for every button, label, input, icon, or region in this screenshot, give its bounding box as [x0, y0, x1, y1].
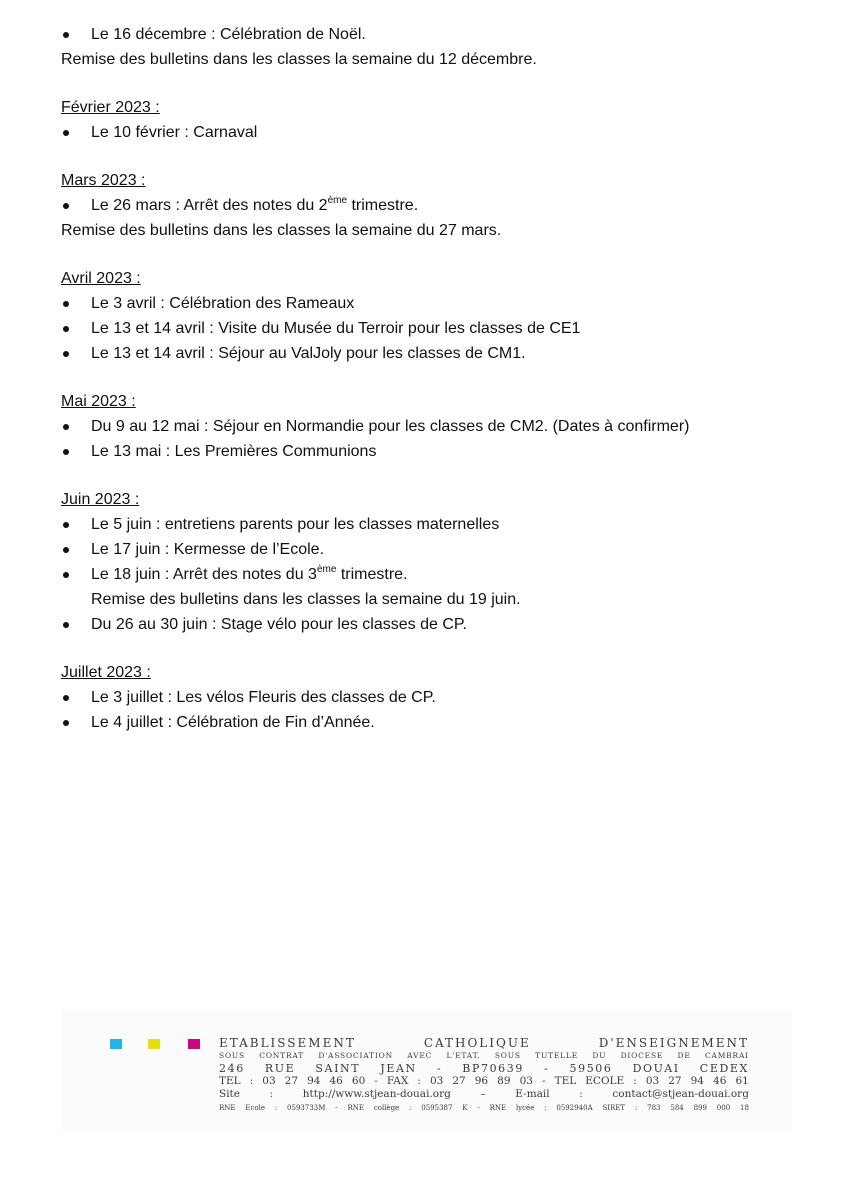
footer-word: collège: [373, 1104, 400, 1112]
item-text: Le 18 juin : Arrêt des notes du 3: [91, 566, 317, 583]
footer-word: -: [544, 1062, 550, 1075]
footer-word: -: [374, 1075, 378, 1087]
footer-word: 783: [647, 1104, 661, 1112]
month-section: [61, 95, 801, 145]
list-item: Le 16 décembre : Célébration de Noël.: [61, 22, 801, 47]
footer-word: 0593733M: [287, 1104, 326, 1112]
footer-word: 59506: [569, 1062, 613, 1075]
footer-word: TUTELLE: [535, 1051, 578, 1060]
footer-word: 899: [693, 1104, 707, 1112]
item-text: Le 26 mars : Arrêt des notes du 2: [91, 197, 328, 214]
month-section: [61, 660, 801, 735]
footer-word: :: [579, 1088, 583, 1100]
footer-word: contact@stjean-douai.org: [612, 1088, 749, 1100]
footer-word: 0595387: [421, 1104, 453, 1112]
footer-word: 60: [351, 1075, 366, 1087]
item-text: trimestre.: [336, 566, 408, 583]
footer-word: ECOLE: [585, 1075, 625, 1087]
month-heading: Mai 2023 :: [61, 393, 136, 410]
footer-contract: [219, 1050, 749, 1062]
footer-word: ETABLISSEMENT: [219, 1036, 356, 1050]
footer-word: RNE: [489, 1104, 507, 1112]
footer-word: -: [477, 1104, 480, 1112]
footer-word: Ecole: [245, 1104, 265, 1112]
footer-word: K: [462, 1104, 468, 1112]
footer-word: :: [633, 1075, 637, 1087]
magenta-square-logo: [188, 1039, 200, 1049]
calendar-content: [61, 22, 801, 735]
month-sections: [61, 95, 801, 735]
footer-word: 18: [740, 1104, 749, 1112]
footer-word: CATHOLIQUE: [423, 1036, 531, 1050]
footer-word: RNE: [219, 1104, 236, 1112]
footer-word: TEL: [554, 1075, 577, 1087]
month-heading: Juin 2023 :: [61, 491, 140, 508]
footer-word: D'ASSOCIATION: [318, 1051, 393, 1060]
footer-word: 000: [716, 1104, 731, 1112]
list-item: Du 9 au 12 mai : Séjour en Normandie pour les classes de CM2. (Dates à confirmer): [61, 414, 801, 439]
footer-word: SOUS: [494, 1051, 521, 1060]
footer-word: D'ENSEIGNEMENT: [598, 1036, 749, 1050]
footer-word: FAX: [386, 1075, 409, 1087]
footer-word: 96: [474, 1075, 489, 1087]
footer-word: 46: [713, 1075, 727, 1087]
footer-word: TEL: [219, 1075, 241, 1087]
item-text: trimestre.: [347, 197, 419, 214]
footer-word: DE: [677, 1051, 691, 1060]
list-item: Le 10 février : Carnaval: [61, 120, 801, 145]
footer-registration: [219, 1101, 749, 1115]
footer-word: lycée: [515, 1104, 535, 1112]
footer-word: -: [436, 1062, 443, 1075]
month-section: [61, 487, 801, 637]
footer-school-type: [219, 1036, 749, 1050]
footer-word: :: [409, 1104, 412, 1112]
footer-word: :: [417, 1075, 421, 1087]
footer-word: CEDEX: [699, 1062, 749, 1075]
footer-text: [219, 1036, 749, 1115]
list-item: Le 13 et 14 avril : Séjour au ValJoly pour les classes de CM1.: [61, 341, 801, 366]
list-item: Le 17 juin : Kermesse de l’Ecole.: [61, 537, 801, 562]
footer-word: http://www.stjean-douai.org: [302, 1088, 451, 1100]
footer-word: L'ETAT,: [446, 1051, 481, 1060]
list-item: Du 26 au 30 juin : Stage vélo pour les classes de CP.: [61, 612, 801, 637]
footer-word: BP70639: [462, 1062, 524, 1075]
footer-word: E-mail: [515, 1088, 550, 1100]
list-item: Le 3 avril : Célébration des Rameaux: [61, 291, 801, 316]
cyan-square-logo: [110, 1039, 122, 1049]
list-item: Le 3 juillet : Les vélos Fleuris des classes de CP.: [61, 685, 801, 710]
footer-word: SIRET: [602, 1104, 626, 1112]
ordinal-suffix: ème: [327, 195, 348, 206]
footer-word: 27: [284, 1075, 299, 1087]
footer-word: :: [544, 1104, 547, 1112]
footer-word: 03: [429, 1075, 444, 1087]
footer-word: RUE: [264, 1062, 296, 1075]
footer-word: CAMBRAI: [704, 1051, 749, 1060]
footer-word: Site: [219, 1088, 240, 1100]
school-footer: [62, 1010, 792, 1132]
footer-word: SOUS: [219, 1051, 245, 1060]
ordinal-suffix: ème: [316, 564, 337, 575]
footer-word: 584: [670, 1104, 684, 1112]
report-note: Remise des bulletins dans les classes la semaine du 27 mars.: [61, 222, 502, 239]
list-item: Le 13 et 14 avril : Visite du Musée du Terroir pour les classes de CE1: [61, 316, 801, 341]
report-note: Remise des bulletins dans les classes la semaine du 19 juin.: [91, 591, 521, 608]
footer-word: 94: [690, 1075, 704, 1087]
footer-word: 246: [219, 1062, 245, 1075]
list-item: Le 5 juin : entretiens parents pour les classes maternelles: [61, 512, 801, 537]
yellow-square-logo: [148, 1039, 160, 1049]
footer-word: 0592940A: [556, 1104, 593, 1112]
footer-word: :: [269, 1088, 274, 1100]
footer-word: 03: [519, 1075, 533, 1087]
footer-word: :: [249, 1075, 254, 1087]
list-item: Le 4 juillet : Célébration de Fin d’Année.: [61, 710, 801, 735]
list-item: [61, 193, 801, 218]
footer-word: –: [480, 1088, 486, 1100]
footer-web: [219, 1088, 749, 1101]
footer-word: 94: [307, 1075, 321, 1087]
footer-word: 89: [497, 1075, 511, 1087]
list-item: [61, 562, 801, 587]
footer-word: -: [541, 1075, 546, 1087]
month-heading: Mars 2023 :: [61, 172, 146, 189]
month-section: [61, 168, 801, 243]
footer-word: 27: [668, 1075, 682, 1087]
footer-word: :: [634, 1104, 638, 1112]
footer-address: [219, 1062, 749, 1075]
footer-word: DOUAI: [632, 1062, 680, 1075]
footer-word: AVEC: [407, 1051, 433, 1060]
footer-word: DU: [592, 1051, 607, 1060]
footer-word: SAINT: [315, 1062, 361, 1075]
footer-word: DIOCESE: [620, 1051, 664, 1060]
month-section: [61, 266, 801, 366]
footer-word: 61: [735, 1075, 749, 1087]
month-heading: Février 2023 :: [61, 99, 160, 116]
month-heading: Juillet 2023 :: [61, 664, 151, 681]
footer-word: -: [335, 1104, 338, 1112]
month-heading: Avril 2023 :: [61, 270, 141, 287]
footer-phone: [219, 1075, 749, 1088]
footer-word: 27: [452, 1075, 466, 1087]
footer-word: JEAN: [380, 1062, 417, 1075]
month-section: [61, 389, 801, 464]
footer-word: 03: [262, 1075, 276, 1087]
footer-word: CONTRAT: [259, 1051, 305, 1060]
footer-word: :: [274, 1104, 278, 1112]
footer-word: 03: [645, 1075, 660, 1087]
footer-word: RNE: [347, 1104, 364, 1112]
footer-word: 46: [329, 1075, 343, 1087]
report-note: Remise des bulletins dans les classes la semaine du 12 décembre.: [61, 51, 537, 68]
list-item: Le 13 mai : Les Premières Communions: [61, 439, 801, 464]
